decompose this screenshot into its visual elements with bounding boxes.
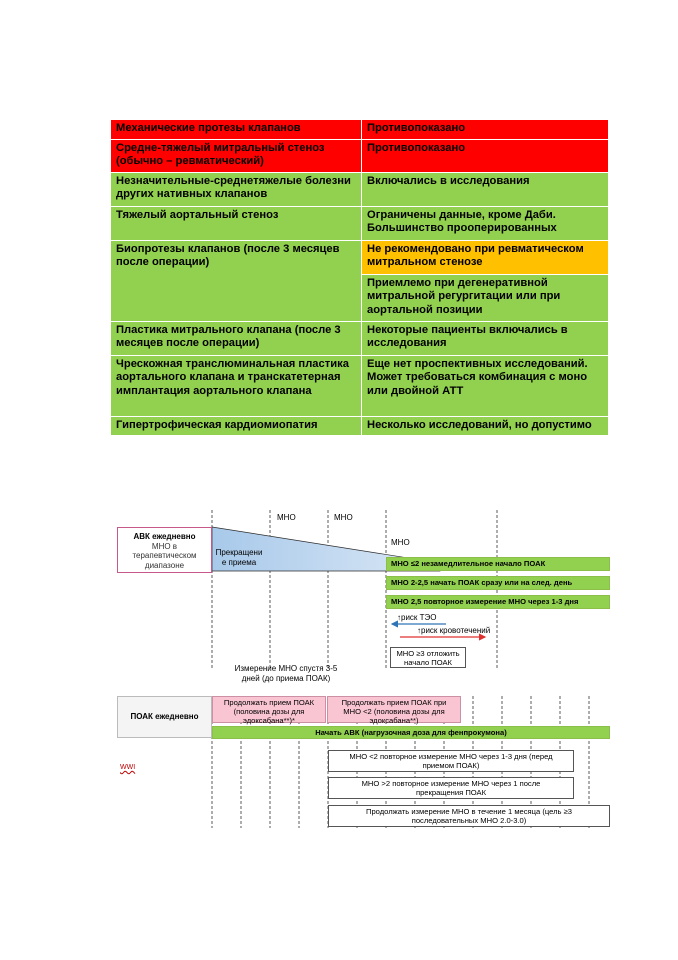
- mno-label: МНО: [391, 538, 410, 547]
- table-cell: Тяжелый аортальный стеноз: [111, 206, 362, 240]
- inr-box-3: Продолжать измерение МНО в течение 1 месяца (цель ≥3 последовательных МНО 2.0-3.0): [328, 805, 610, 827]
- continue-poak-box-1: Продолжать прием ПОАК (половина дозы для эдоксабана**)*: [212, 696, 326, 723]
- measure-note: Измерение МНО спустя 3-5 дней (до приема ПОАК): [234, 664, 338, 683]
- table-cell: Механические протезы клапанов: [111, 120, 362, 140]
- table-cell: Еще нет проспективных исследований. Может требоваться комбинация с моно или двойной АТТ: [362, 355, 609, 416]
- table-cell: Некоторые пациенты включались в исследования: [362, 321, 609, 355]
- table-cell: Пластика митрального клапана (после 3 месяцев после операции): [111, 321, 362, 355]
- mno-bar-3: МНО 2,5 повторное измерение МНО через 1-3 дня: [386, 595, 610, 609]
- table-cell: Противопоказано: [362, 120, 609, 140]
- inr-box-2: МНО >2 повторное измерение МНО через 1 после прекращения ПОАК: [328, 777, 574, 799]
- continue-poak-box-2: Продолжать прием ПОАК при МНО <2 (половина дозы для эдоксабана**): [327, 696, 461, 723]
- mno-label: МНО: [334, 513, 353, 522]
- risk-teo-label: ↑риск ТЭО: [397, 613, 437, 622]
- table-cell: Приемлемо при дегенеративной митральной регургитации или при аортальной позиции: [362, 274, 609, 321]
- avk-daily-box: [117, 527, 212, 573]
- table-cell: Противопоказано: [362, 139, 609, 172]
- wwi-mark: WWI: [120, 764, 136, 771]
- risk-bleed-label: ↑риск кровотечений: [417, 626, 491, 635]
- table-cell: Ограничены данные, кроме Даби. Большинство прооперированных: [362, 206, 609, 240]
- avk-daily-title: АВК ежедневно: [133, 532, 196, 541]
- table-cell: Чрескожная транслюминальная пластика аортального клапана и транскатетерная имплантация аортального клапана: [111, 355, 362, 416]
- postpone-box: МНО ≥3 отложить начало ПОАК: [390, 647, 466, 668]
- table-cell: Биопротезы клапанов (после 3 месяцев после операции): [111, 240, 362, 321]
- table-cell: Гипертрофическая кардиомиопатия: [111, 416, 362, 436]
- table-cell: Несколько исследований, но допустимо: [362, 416, 609, 436]
- table-cell: Включались в исследования: [362, 172, 609, 206]
- stop-label: Прекращени е приема: [215, 548, 263, 567]
- start-avk-bar: Начать АВК (нагрузочная доза для фенпрокумона): [212, 726, 610, 739]
- mno-bar-2: МНО 2-2,5 начать ПОАК сразу или на след. день: [386, 576, 610, 590]
- poak-daily-box: ПОАК ежедневно: [117, 696, 212, 738]
- inr-box-1: МНО <2 повторное измерение МНО через 1-3 дня (перед приемом ПОАК): [328, 750, 574, 772]
- table-cell: Средне-тяжелый митральный стеноз (обычно – ревматический): [111, 139, 362, 172]
- table-cell: Не рекомендовано при ревматическом митральном стенозе: [362, 240, 609, 274]
- avk-daily-subtitle: МНО в терапевтическом диапазоне: [132, 541, 197, 570]
- mno-label: МНО: [277, 513, 296, 522]
- table-cell: Незначительные-среднетяжелые болезни других нативных клапанов: [111, 172, 362, 206]
- mno-bar-1: МНО ≤2 незамедлительное начало ПОАК: [386, 557, 610, 571]
